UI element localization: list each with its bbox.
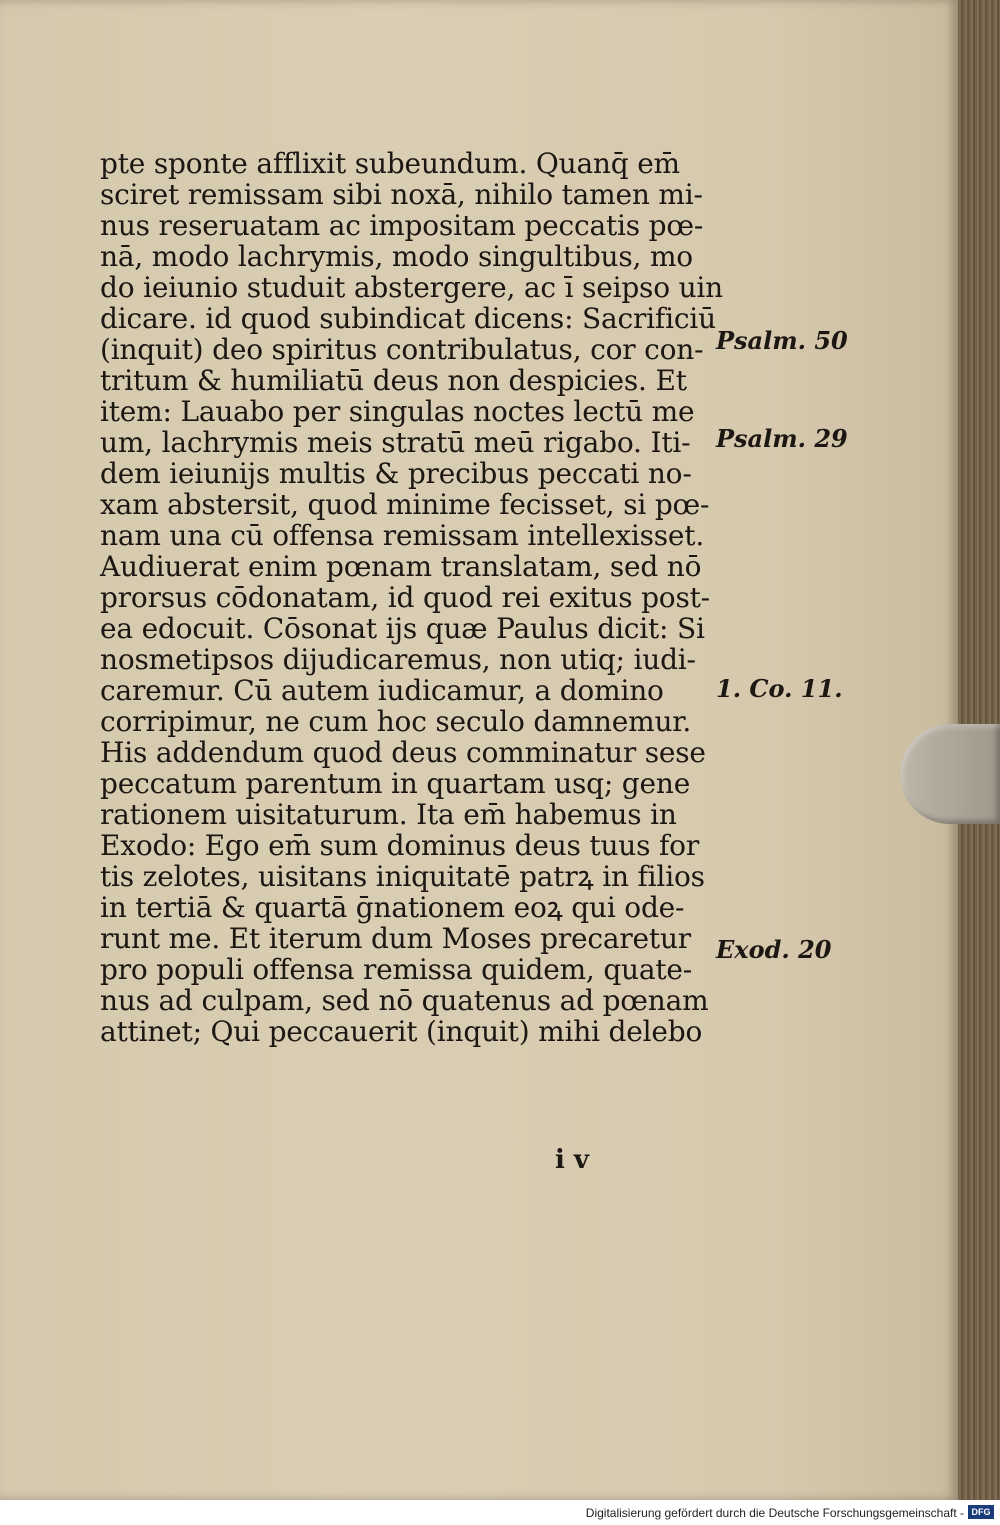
text-line: dicare. id quod subindicat dicens: Sacrificiū [100, 302, 716, 335]
marginal-note-exodus: Exod. 20 [716, 935, 832, 964]
text-line: tritum & humiliatū deus non despicies. Et [100, 364, 687, 397]
text-line: Audiuerat enim pœnam translatam, sed nō [100, 550, 702, 583]
text-line: nam una cū offensa remissam intellexisset. [100, 519, 705, 552]
footer-bar [0, 1500, 1000, 1525]
text-line: um, lachrymis meis stratū meū rigabo. Iti- [100, 426, 691, 459]
footer-credit: Digitalisierung gefördert durch die Deutsche Forschungsgemeinschaft - [585, 1506, 964, 1520]
text-line: tis zelotes, uisitans iniquitatē patrꝝ in filios [100, 860, 705, 893]
text-line: dem ieiunijs multis & precibus peccati no- [100, 457, 692, 490]
text-line: pro populi offensa remissa quidem, quate- [100, 953, 693, 986]
text-line: sciret remissam sibi noxā, nihilo tamen mi- [100, 178, 703, 211]
text-line: nosmetipsos dijudicaremus, non utiq; iudi- [100, 643, 696, 676]
text-line: item: Lauabo per singulas noctes lectū me [100, 395, 695, 428]
text-line: runt me. Et iterum dum Moses precaretur [100, 922, 691, 955]
text-line: (inquit) deo spiritus contribulatus, cor con- [100, 333, 704, 366]
marginal-note-corinthians: 1. Co. 11. [716, 674, 843, 703]
marginal-note-psalm-50: Psalm. 50 [716, 326, 848, 355]
book-clasp [900, 724, 1000, 824]
dfg-logo: DFG [968, 1505, 994, 1519]
text-line: nus ad culpam, sed nō quatenus ad pœnam [100, 984, 709, 1017]
text-line: peccatum parentum in quartam usq; gene [100, 767, 691, 800]
text-line: Exodo: Ego em̄ sum dominus deus tuus for [100, 829, 700, 862]
text-line: attinet; Qui peccauerit (inquit) mihi delebo [100, 1015, 703, 1048]
main-text-block [100, 147, 724, 1048]
text-line: in tertiā & quartā ḡnationem eoꝝ qui ode- [100, 891, 685, 924]
signature-mark: i v [555, 1145, 590, 1175]
text-line: rationem uisitaturum. Ita em̄ habemus in [100, 798, 677, 831]
text-line: do ieiunio studuit abstergere, ac ī seipso uin [100, 271, 724, 304]
text-line: corripimur, ne cum hoc seculo damnemur. [100, 705, 692, 738]
text-line: prorsus cōdonatam, id quod rei exitus post- [100, 581, 710, 614]
text-line: nā, modo lachrymis, modo singultibus, mo [100, 240, 693, 273]
text-line: ea edocuit. Cōsonat ijs quæ Paulus dicit: Si [100, 612, 705, 645]
text-line: pte sponte afflixit subeundum. Quanq̄ em̄ [100, 147, 680, 180]
text-line: xam abstersit, quod minime fecisset, si pœ- [100, 488, 710, 521]
text-line: caremur. Cū autem iudicamur, a domino [100, 674, 664, 707]
text-line: nus reseruatam ac impositam peccatis pœ- [100, 209, 704, 242]
marginal-note-psalm-29: Psalm. 29 [716, 424, 848, 453]
text-line: His addendum quod deus comminatur sese [100, 736, 706, 769]
